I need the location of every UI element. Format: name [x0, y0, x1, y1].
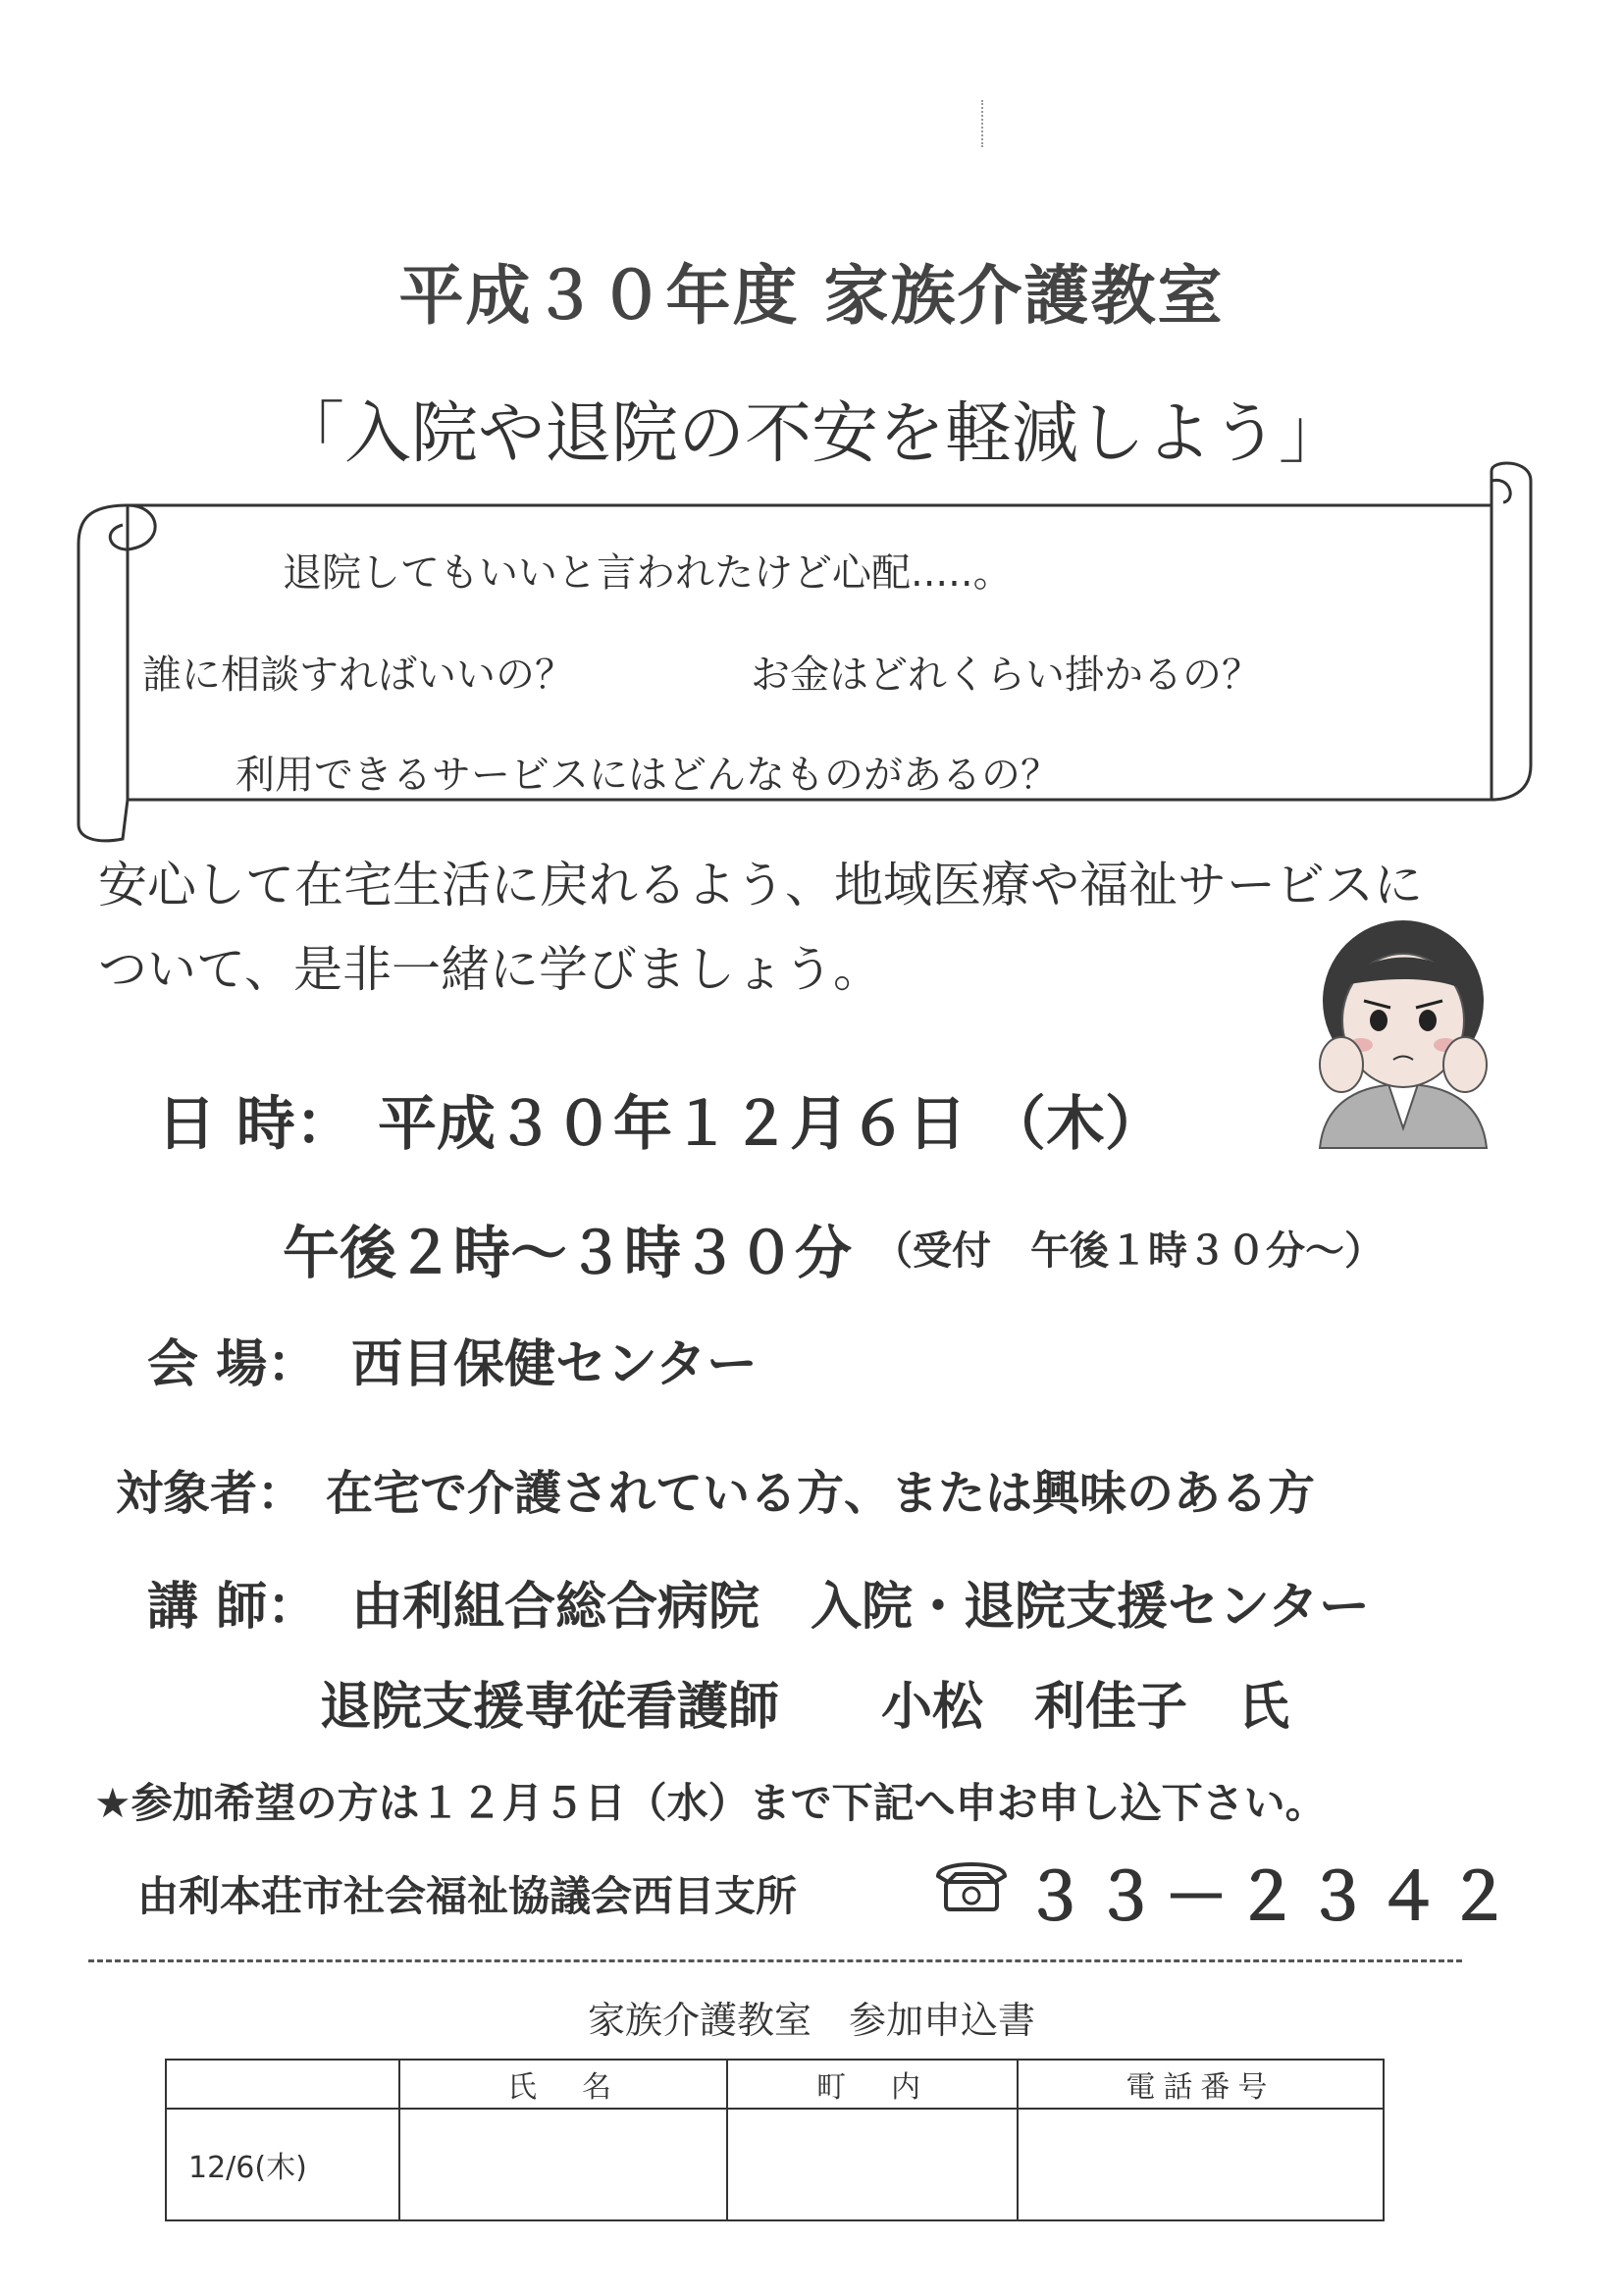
datetime-reception: （受付 午後１時３０分～） — [873, 1228, 1384, 1274]
cut-line — [88, 1959, 1462, 1962]
table-row — [166, 2109, 1384, 2220]
notice-text: ★参加希望の方は１２月５日（水）まで下記へ申お申し込下さい。 — [94, 1779, 1327, 1827]
row-date: 12/6(木) — [166, 2109, 399, 2220]
page-subtitle: 「入院や退院の不安を軽減しよう」 — [277, 395, 1345, 473]
datetime-date: 平成３０年１２月６日 （木） — [378, 1090, 1164, 1159]
lecturer-line-2: 退院支援専従看護師 小松 利佳子 氏 — [320, 1678, 1290, 1737]
intro-line-1: 安心して在宅生活に戻れるよう、地域医療や福祉サービスに — [98, 857, 1423, 913]
scan-mark — [981, 100, 985, 147]
contact-org: 由利本荘市社会福祉協議会西目支所 — [137, 1872, 798, 1920]
venue-label: 会 場： — [147, 1335, 319, 1394]
scroll-line-3: 利用できるサービスにはどんなものがあるの？ — [236, 753, 1060, 798]
venue-value: 西目保健センター — [351, 1335, 758, 1394]
table-header-town: 町 内 — [727, 2060, 1018, 2109]
target-label: 対象者： — [116, 1466, 305, 1521]
table-header-phone: 電話番号 — [1018, 2060, 1384, 2109]
target-value: 在宅で介護されている方、または興味のある方 — [326, 1466, 1316, 1521]
intro-line-2: ついて、是非一緒に学びましょう。 — [98, 941, 882, 998]
form-title: 家族介護教室 参加申込書 — [587, 1999, 1035, 2042]
table-header-row — [166, 2060, 1384, 2109]
table-header-name: 氏 名 — [399, 2060, 727, 2109]
contact-phone: ３３－２３４２ — [1022, 1859, 1517, 1935]
name-field[interactable] — [399, 2109, 727, 2220]
table-header-blank — [166, 2060, 399, 2109]
scroll-line-2b: お金はどれくらい掛かるの？ — [751, 652, 1261, 698]
registration-table — [165, 2059, 1385, 2221]
phone-field[interactable] — [1018, 2109, 1384, 2220]
town-field[interactable] — [727, 2109, 1018, 2220]
lecturer-line-1: 由利組合総合病院 入院・退院支援センター — [351, 1578, 1370, 1637]
worried-woman-illustration — [1281, 917, 1526, 1157]
scroll-line-2a: 誰に相談すればいいの？ — [142, 652, 574, 698]
datetime-time: 午後２時～３時３０分 — [283, 1220, 853, 1286]
scroll-line-1: 退院してもいいと言われたけど心配.....。 — [283, 550, 1013, 596]
lecturer-label: 講 師： — [147, 1578, 319, 1637]
page-title: 平成３０年度 家族介護教室 — [398, 258, 1225, 334]
telephone-icon — [932, 1852, 1011, 1919]
datetime-label: 日 時： — [157, 1090, 354, 1159]
